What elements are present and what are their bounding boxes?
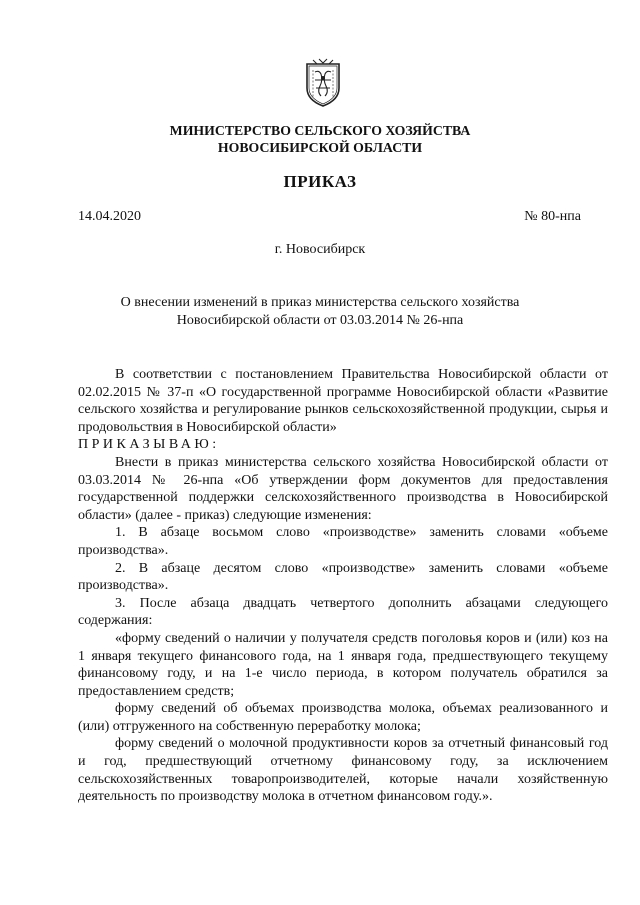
document-city: г. Новосибирск — [274, 242, 366, 257]
document-body — [78, 366, 608, 806]
subject-line1: О внесении изменений в приказ министерства сельского хозяйства — [120, 295, 520, 310]
body-paragraph-item-1: 1. В абзаце восьмом слово «производстве» заменить словами «объеме производства». — [78, 525, 608, 558]
document-date: 14.04.2020 — [78, 209, 141, 224]
body-paragraph-item-3: 3. После абзаца двадцать четвертого дополнить абзацами следующего содержания: — [78, 595, 608, 629]
document-type-title: ПРИКАЗ — [283, 172, 357, 191]
body-paragraph-order-word: ПРИКАЗЫВАЮ: — [78, 437, 220, 453]
subject-line2: Новосибирской области от 03.03.2014 № 26-нпа — [176, 313, 464, 328]
body-paragraph-form-1: «форму сведений о наличии у получателя средств поголовья коров и (или) коз на 1 января текущего финансового года, на 1 января года, предшествующего текущему финансовому году, и на 1-е число периода, в котором получатель обратился за предоставлением средств; — [78, 630, 608, 699]
coat-of-arms-icon — [303, 58, 343, 108]
ministry-title-line2: НОВОСИБИРСКОЙ ОБЛАСТИ — [217, 140, 423, 155]
document-number: № 80-нпа — [524, 209, 581, 224]
body-paragraph-form-3: форму сведений о молочной продуктивности коров за отчетный финансовый год и год, предшествующий отчетному финансовому году, за исключением сельскохозяйственных товаропроизводителей, которые начали хозяйственную деятельность по производству молока в отчетном финансовом году.». — [78, 736, 608, 805]
body-paragraph-preamble: В соответствии с постановлением Правительства Новосибирской области от 02.02.2015 № 37-п «О государственной программе Новосибирской области «Развитие сельского хозяйства и регулирование рынков сельскохозяйственной продукции, сырья и продовольствия в Новосибирской области» — [78, 367, 608, 435]
body-paragraph-amend: Внести в приказ министерства сельского хозяйства Новосибирской области от 03.03.2014 № 26-нпа «Об утверждении форм документов для предоставления государственной поддержки селскохозяйственного производства в Новосибирской области» (далее - приказ) следующие изменения: — [78, 454, 608, 523]
body-paragraph-item-2: 2. В абзаце десятом слово «производстве» заменить словами «объеме производства». — [78, 560, 608, 594]
document-subject — [0, 294, 640, 330]
ministry-title-line1: МИНИСТЕРСТВО СЕЛЬСКОГО ХОЗЯЙСТВА — [169, 123, 471, 138]
body-paragraph-form-2: форму сведений об объемах производства молока, объемах реализованного и (или) отгруженного на собственную переработку молока; — [78, 701, 608, 734]
